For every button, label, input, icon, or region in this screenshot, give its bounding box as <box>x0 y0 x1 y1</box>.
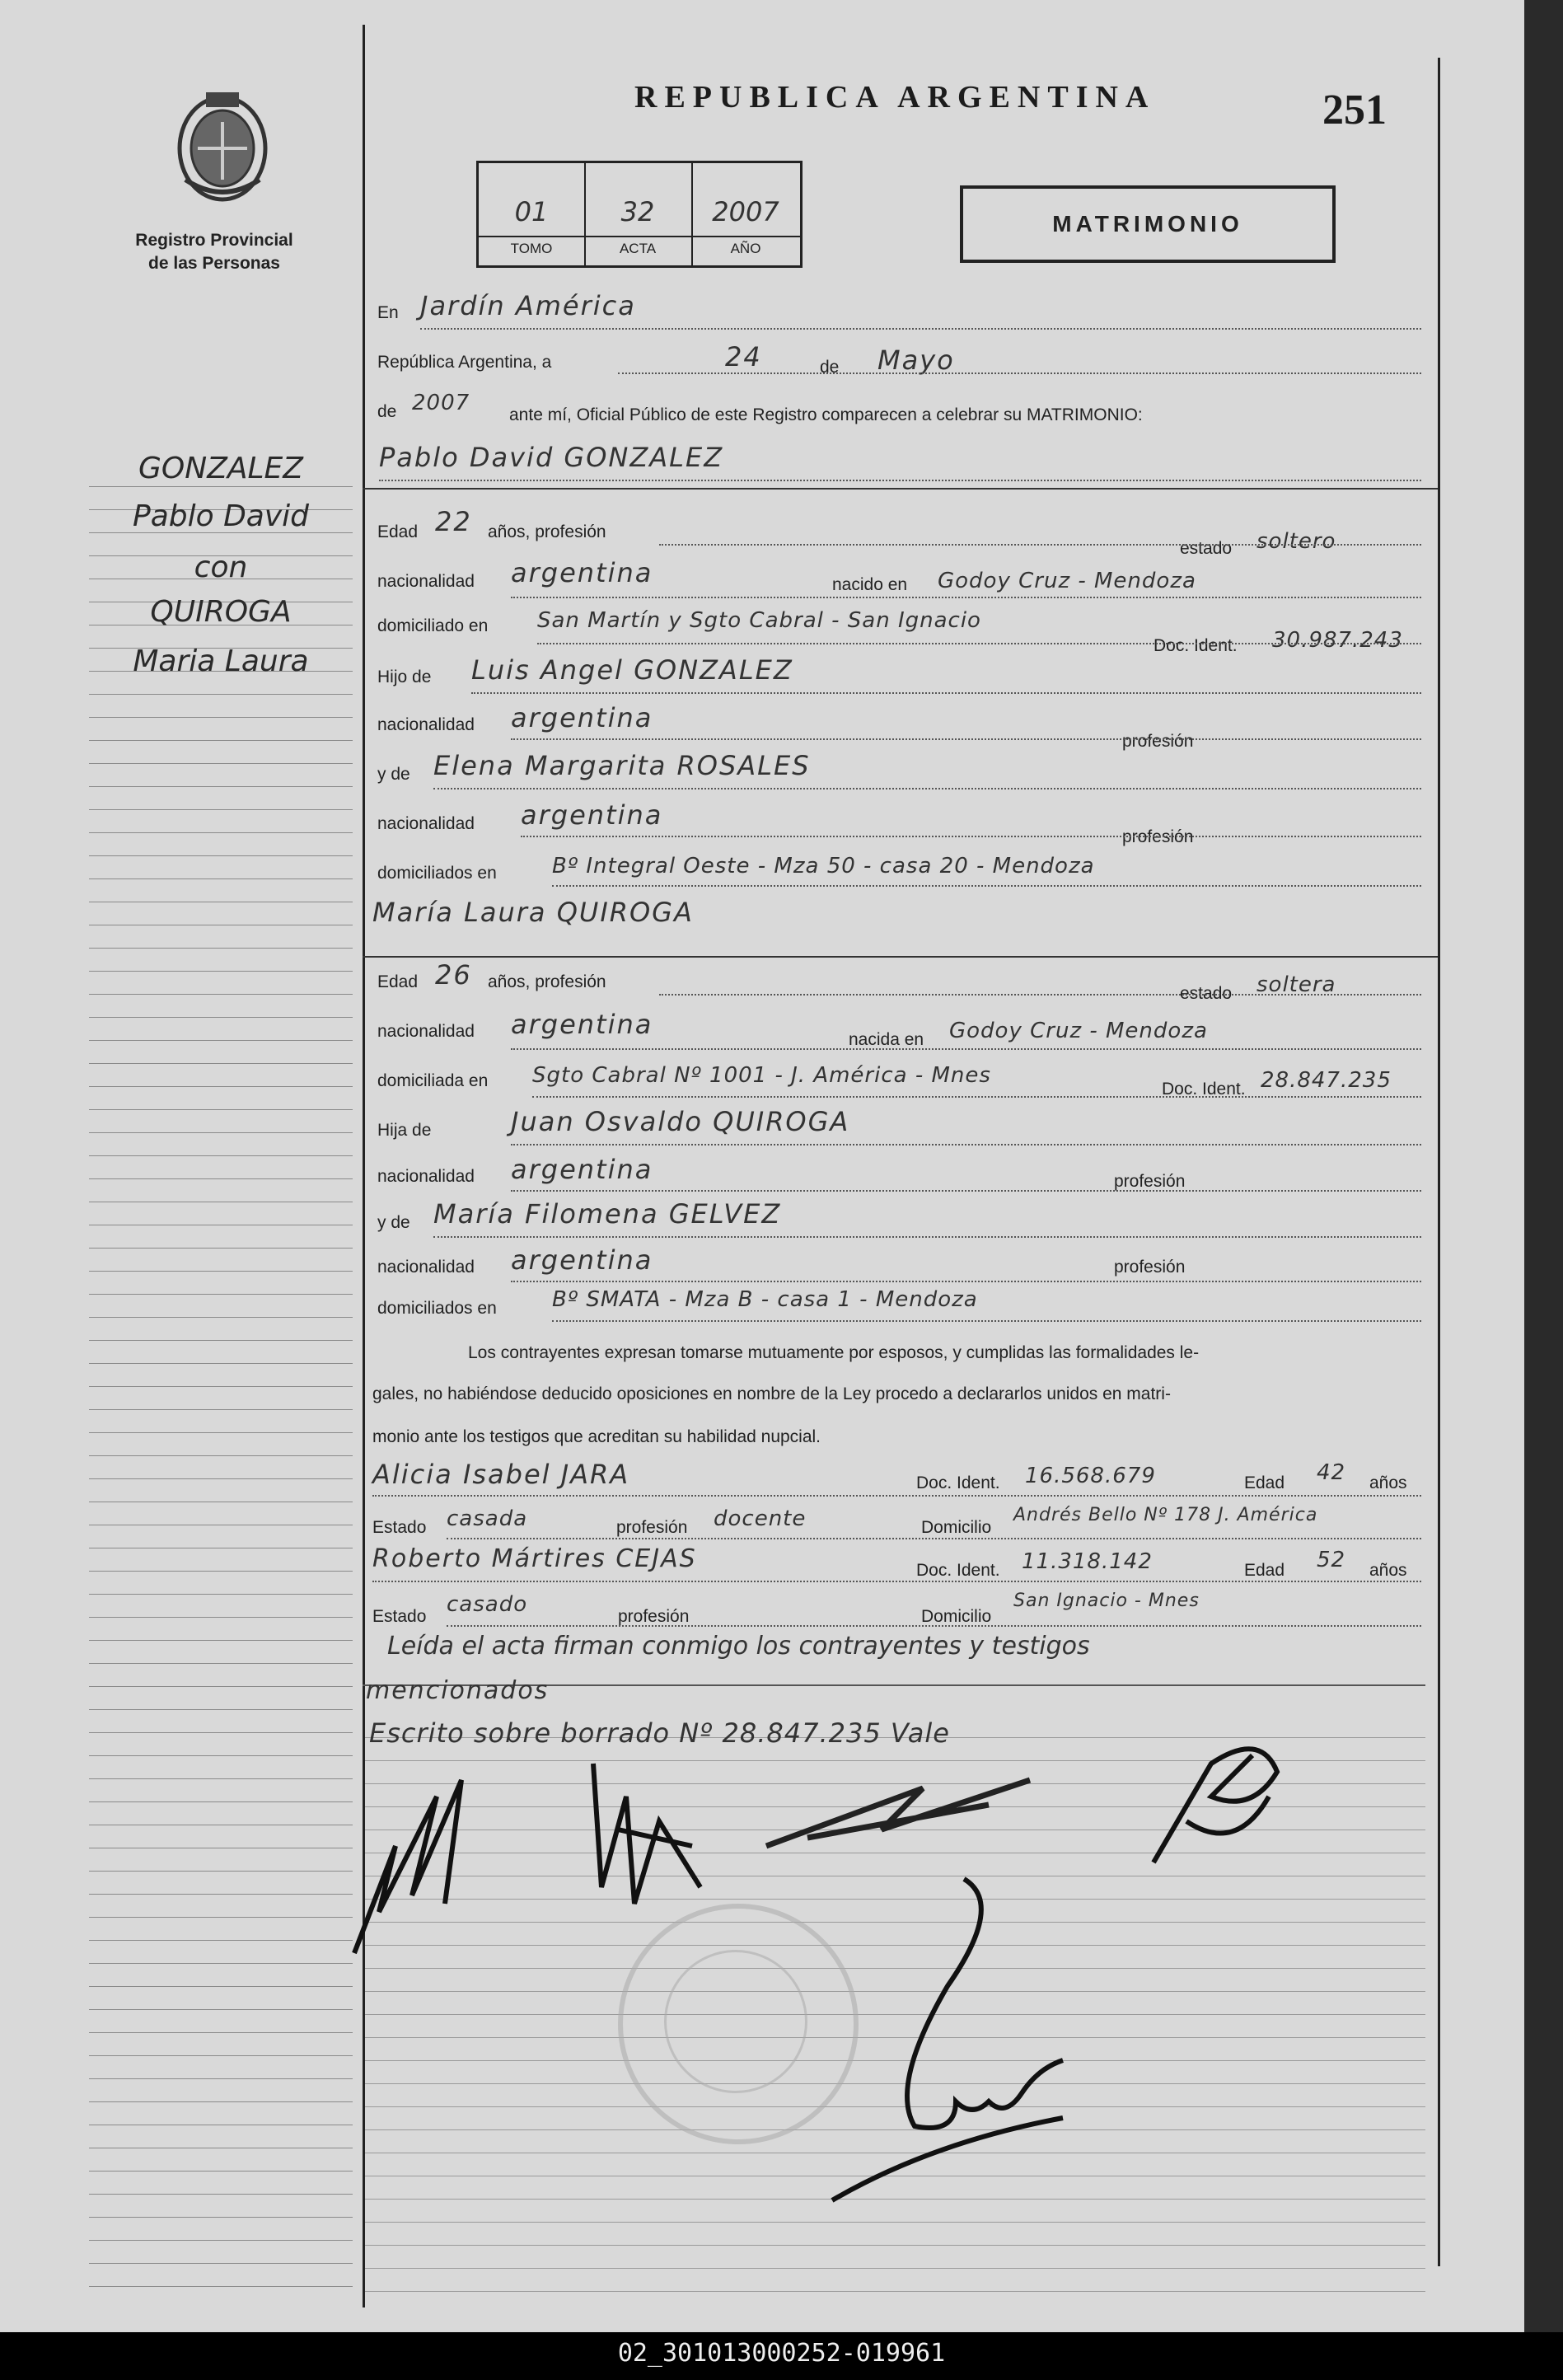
bride-dom-label: domiciliada en <box>377 1071 489 1090</box>
margin-rule-line <box>89 855 353 856</box>
groom-father: Luis Angel GONZALEZ <box>471 654 793 686</box>
margin-rule-line <box>89 1317 353 1318</box>
ano-value: 2007 <box>712 196 779 227</box>
margin-rule-line <box>89 694 353 695</box>
witness-2-age-label: Edad <box>1244 1561 1285 1580</box>
signature-bride <box>569 1747 717 1912</box>
margin-rule-line <box>89 1871 353 1872</box>
groom-father-label: Hijo de <box>377 668 432 686</box>
witness-1-name: Alicia Isabel JARA <box>372 1459 630 1490</box>
margin-rule-line <box>89 2009 353 2010</box>
tomo-label: TOMO <box>479 236 584 257</box>
bride-father: Juan Osvaldo QUIROGA <box>511 1106 850 1137</box>
witness-1-dom-label: Domicilio <box>921 1518 992 1537</box>
place-dotline <box>420 328 1421 330</box>
margin-rule-line <box>89 1732 353 1733</box>
groom-estado-label: estado <box>1180 539 1233 558</box>
margin-rule-line <box>89 1940 353 1941</box>
groom-age: 22 <box>435 506 472 537</box>
witness-1-doc: 16.568.679 <box>1025 1464 1156 1488</box>
margin-rule-line <box>89 1063 353 1064</box>
bride-father-nat-label: nacionalidad <box>377 1167 475 1186</box>
day-value: 24 <box>725 341 762 372</box>
bride-parents-dom: Bº SMATA - Mza B - casa 1 - Mendoza <box>552 1287 978 1312</box>
margin-rule-line <box>89 1801 353 1802</box>
groom-nat-dotline <box>511 597 1421 598</box>
margin-rule-line <box>89 2194 353 2195</box>
witness-1-dotline <box>372 1495 1421 1497</box>
bride-father-prof-label: profesión <box>1114 1172 1186 1191</box>
margin-rule-line <box>89 971 353 972</box>
margin-rule-line <box>89 2263 353 2264</box>
margin-rule-line <box>89 2286 353 2287</box>
margin-rule-line <box>89 2240 353 2241</box>
page-edge <box>1524 0 1563 2332</box>
margin-rule-line <box>89 1040 353 1041</box>
margin-rule-line <box>89 1409 353 1410</box>
margin-bride-given: Maria Laura <box>133 644 309 678</box>
bride-estado-label: estado <box>1180 984 1233 1003</box>
bride-nat-dotline <box>511 1048 1421 1050</box>
margin-bride-surname: QUIROGA <box>150 595 292 629</box>
bride-parents-dom-label: domiciliados en <box>377 1299 497 1318</box>
witness-2-age-suffix: años <box>1369 1561 1407 1580</box>
act-type-box: MATRIMONIO <box>960 185 1336 263</box>
margin-rule-line <box>89 1963 353 1964</box>
margin-rule-line <box>89 1248 353 1249</box>
signature-witness-1 <box>758 1755 1055 1862</box>
margin-rule-line <box>89 1340 353 1341</box>
margin-rule-line <box>89 1709 353 1710</box>
margin-groom-surname: GONZALEZ <box>138 452 303 485</box>
image-filename: 02_301013000252-019961 <box>617 2339 946 2368</box>
margin-rule-line <box>89 2032 353 2033</box>
witness-1-prof-label: profesión <box>616 1518 688 1537</box>
groom-mother: Elena Margarita ROSALES <box>433 750 811 781</box>
bride-age-suffix: años, profesión <box>488 972 606 991</box>
bride-mother-nat-label: nacionalidad <box>377 1258 475 1277</box>
margin-rule-line <box>89 763 353 764</box>
groom-father-nat-dotline <box>511 738 1421 740</box>
bride-father-label: Hija de <box>377 1121 432 1140</box>
bride-full-name: María Laura QUIROGA <box>372 897 694 928</box>
rep-label: República Argentina, a <box>377 353 552 372</box>
margin-rule-line <box>89 1617 353 1618</box>
margin-rule-line <box>89 717 353 718</box>
bride-born-label: nacida en <box>849 1030 924 1049</box>
margin-rule-line <box>89 832 353 833</box>
margin-rule-line <box>89 1363 353 1364</box>
groom-doc-label: Doc. Ident. <box>1154 636 1238 655</box>
bride-father-nat: argentina <box>511 1154 653 1185</box>
bride-parents-dom-dotline <box>552 1320 1421 1322</box>
margin-rule-line <box>89 1109 353 1110</box>
de-label: de <box>820 358 840 377</box>
declaration-line-3: monio ante los testigos que acreditan su habilidad nupcial. <box>372 1427 821 1446</box>
ano-cell <box>691 163 800 265</box>
margin-rule-line <box>89 1778 353 1779</box>
margin-rule-line <box>89 1571 353 1572</box>
margin-rule-line <box>89 2055 353 2056</box>
margin-rule-line <box>89 2101 353 2102</box>
margin-rule-line <box>89 1986 353 1987</box>
bride-nat-label: nacionalidad <box>377 1022 475 1041</box>
bride-mother-nat: argentina <box>511 1244 653 1276</box>
margin-rule-line <box>89 878 353 879</box>
year-value: 2007 <box>412 391 470 415</box>
margin-rule-line <box>89 486 353 487</box>
tomo-value: 01 <box>514 196 549 227</box>
witness-2-age: 52 <box>1317 1548 1346 1572</box>
margin-rule-line <box>89 1294 353 1295</box>
witness-2-estado-label: Estado <box>372 1607 427 1626</box>
bride-age: 26 <box>435 959 472 991</box>
groom-doc: 30.987.243 <box>1272 628 1403 653</box>
groom-domicile: San Martín y Sgto Cabral - San Ignacio <box>537 608 981 633</box>
witness-2-domicile: San Ignacio - Mnes <box>1013 1591 1200 1611</box>
witness-2-dotline <box>372 1581 1421 1582</box>
margin-rule-line <box>89 1455 353 1456</box>
closing-line-1: Leída el acta firman conmigo los contrayentes y testigos <box>387 1632 1090 1661</box>
groom-full-name: Pablo David GONZALEZ <box>379 442 724 473</box>
groom-nat: argentina <box>511 557 653 588</box>
margin-rule-line <box>89 1132 353 1133</box>
reference-box <box>476 161 803 268</box>
margin-groom-given: Pablo David <box>132 499 310 533</box>
left-column-border <box>363 25 365 2307</box>
place-value: Jardín América <box>420 290 636 321</box>
closing-line-2: mencionados <box>366 1676 550 1705</box>
bride-domicile: Sgto Cabral Nº 1001 - J. América - Mnes <box>532 1063 991 1088</box>
witness-2-estado-dotline <box>447 1625 1421 1627</box>
groom-separator <box>363 488 1438 490</box>
bride-father-nat-dotline <box>511 1190 1421 1192</box>
bride-doc: 28.847.235 <box>1261 1068 1392 1093</box>
groom-age-label: Edad <box>377 522 419 541</box>
groom-father-prof-label: profesión <box>1122 732 1194 751</box>
groom-name-dotline <box>379 480 1421 481</box>
folio-number: 251 <box>1322 87 1387 134</box>
groom-parents-dom-dotline <box>552 885 1421 887</box>
margin-rule-line <box>89 1594 353 1595</box>
groom-mother-nat: argentina <box>521 799 663 831</box>
acta-value: 32 <box>620 196 655 227</box>
margin-rule-line <box>89 1086 353 1087</box>
declaration-line-2: gales, no habiéndose deducido oposiciones en nombre de la Ley procedo a declararlos unidos en matri- <box>372 1384 1171 1403</box>
groom-born-label: nacido en <box>832 575 908 594</box>
bride-mother: María Filomena GELVEZ <box>433 1198 782 1230</box>
registry-name: Registro Provincial de las Personas <box>135 231 293 273</box>
witness-1-doc-label: Doc. Ident. <box>916 1473 1000 1492</box>
margin-rule-line <box>89 1017 353 1018</box>
bride-mother-nat-dotline <box>511 1281 1421 1282</box>
tomo-cell <box>479 163 586 265</box>
groom-mother-label: y de <box>377 765 410 784</box>
month-value: Mayo <box>877 344 955 376</box>
witness-2-dom-label: Domicilio <box>921 1607 992 1626</box>
witness-1-age-label: Edad <box>1244 1473 1285 1492</box>
bride-separator <box>363 956 1438 958</box>
witness-1-age-suffix: años <box>1369 1473 1407 1492</box>
margin-con: con <box>194 550 248 584</box>
date-dotline <box>618 372 1421 374</box>
country-heading: REPUBLICA ARGENTINA <box>634 80 1156 115</box>
groom-dom-dotline <box>537 643 1421 644</box>
margin-rule-line <box>89 1271 353 1272</box>
body-rule-line <box>363 2268 1425 2269</box>
signature-groom <box>346 1747 503 1961</box>
witness-2-name: Roberto Mártires CEJAS <box>372 1544 697 1573</box>
bride-mother-label: y de <box>377 1213 410 1232</box>
margin-rule-line <box>89 1640 353 1641</box>
bride-doc-label: Doc. Ident. <box>1162 1080 1246 1099</box>
bride-mother-dotline <box>433 1236 1421 1238</box>
en-label: En <box>377 303 399 322</box>
margin-rule-line <box>89 1663 353 1664</box>
closing-line-3: Escrito sobre borrado Nº 28.847.235 Vale <box>369 1717 950 1749</box>
margin-rule-line <box>89 1178 353 1179</box>
margin-rule-line <box>89 1917 353 1918</box>
groom-father-nat-label: nacionalidad <box>377 715 475 734</box>
body-rule-line <box>363 2291 1425 2292</box>
acta-cell <box>584 163 693 265</box>
groom-age-dotline <box>659 544 1421 546</box>
bride-mother-prof-label: profesión <box>1114 1258 1186 1277</box>
declaration-line-1: Los contrayentes expresan tomarse mutuamente por esposos, y cumplidas las formalidades le- <box>468 1343 1200 1362</box>
margin-rule-line <box>89 809 353 810</box>
margin-rule-line <box>89 948 353 949</box>
margin-rule-line <box>89 740 353 741</box>
groom-mother-nat-dotline <box>521 836 1421 837</box>
body-rule-line <box>363 2222 1425 2223</box>
margin-rule-line <box>89 2171 353 2172</box>
year-prefix-label: de <box>377 402 397 421</box>
groom-dom-label: domiciliado en <box>377 616 489 635</box>
witness-1-estado: casada <box>447 1506 528 1531</box>
bride-nat: argentina <box>511 1009 653 1040</box>
witness-1-age: 42 <box>1317 1460 1346 1485</box>
groom-mother-prof-label: profesión <box>1122 827 1194 846</box>
acta-label: ACTA <box>584 236 691 257</box>
witness-1-estado-label: Estado <box>372 1518 427 1537</box>
witness-1-domicile: Andrés Bello Nº 178 J. América <box>1013 1505 1318 1525</box>
groom-parents-dom-label: domiciliados en <box>377 864 497 883</box>
witness-1-profession: docente <box>714 1506 807 1531</box>
margin-rule-line <box>89 1386 353 1387</box>
margin-rule-line <box>89 2217 353 2218</box>
groom-mother-nat-label: nacionalidad <box>377 814 475 833</box>
witness-2-prof-label: profesión <box>618 1607 690 1626</box>
margin-rule-line <box>89 1686 353 1687</box>
witness-2-doc: 11.318.142 <box>1022 1549 1153 1574</box>
bride-age-label: Edad <box>377 972 419 991</box>
signature-official <box>816 1871 1112 2217</box>
coat-of-arms-logo <box>169 89 276 204</box>
margin-rule-line <box>89 786 353 787</box>
bride-estado: soltera <box>1256 972 1336 997</box>
right-column-border <box>1438 58 1440 2266</box>
margin-rule-line <box>89 994 353 995</box>
groom-birthplace: Godoy Cruz - Mendoza <box>938 569 1196 593</box>
ano-label: AÑO <box>691 236 800 257</box>
margin-rule-line <box>89 2078 353 2079</box>
margin-rule-line <box>89 1478 353 1479</box>
official-seal-stamp <box>618 1904 859 2144</box>
witness-2-estado: casado <box>447 1592 528 1617</box>
groom-estado: soltero <box>1256 529 1336 554</box>
signature-witness-2 <box>1137 1722 1302 1879</box>
witness-2-doc-label: Doc. Ident. <box>916 1561 1000 1580</box>
groom-parents-dom: Bº Integral Oeste - Mza 50 - casa 20 - Mendoza <box>552 854 1095 878</box>
body-rule-line <box>363 2245 1425 2246</box>
witness-1-estado-dotline <box>447 1538 1421 1539</box>
margin-rule-line <box>89 1155 353 1156</box>
groom-father-nat: argentina <box>511 702 653 733</box>
bride-age-dotline <box>659 994 1421 996</box>
groom-nat-label: nacionalidad <box>377 572 475 591</box>
groom-father-dotline <box>471 692 1421 694</box>
margin-rule-line <box>89 1432 353 1433</box>
margin-rule-line <box>89 1755 353 1756</box>
bride-birthplace: Godoy Cruz - Mendoza <box>949 1019 1208 1043</box>
groom-age-suffix: años, profesión <box>488 522 606 541</box>
bride-dom-dotline <box>532 1096 1421 1098</box>
groom-mother-dotline <box>433 788 1421 789</box>
appear-text: ante mí, Oficial Público de este Registro comparecen a celebrar su MATRIMONIO: <box>509 405 1143 424</box>
bride-father-dotline <box>511 1144 1421 1145</box>
margin-rule-line <box>89 1894 353 1895</box>
